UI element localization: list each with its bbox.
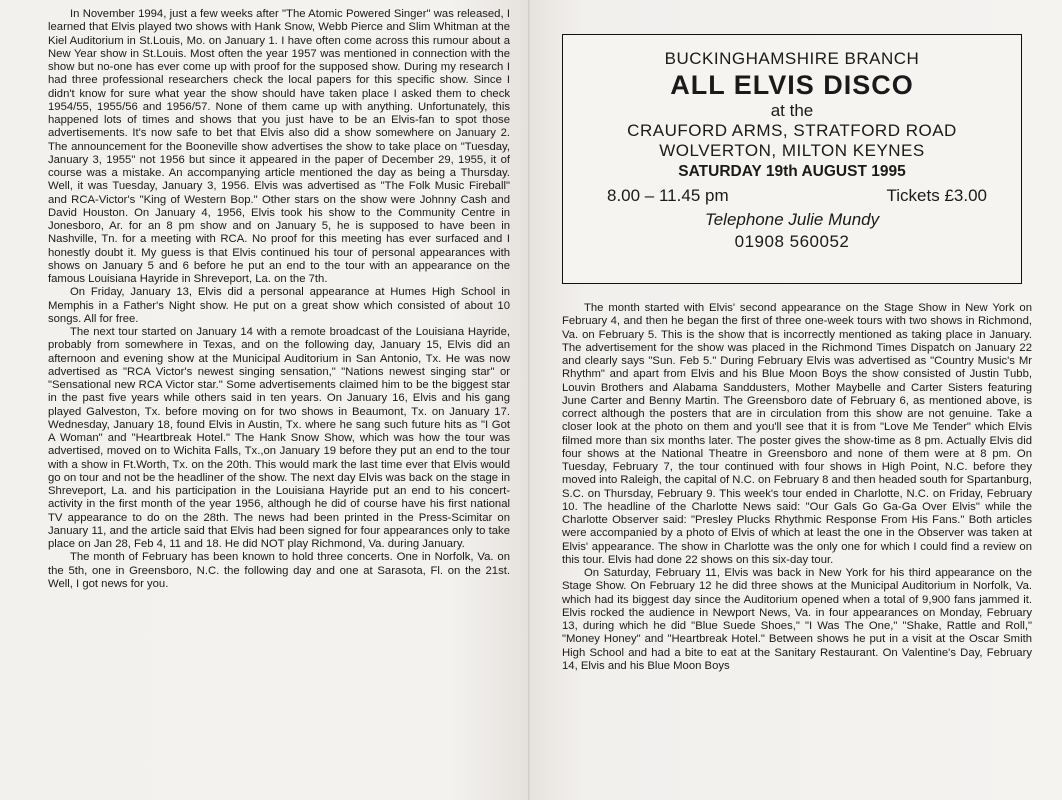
right-paragraph-2: On Saturday, February 11, Elvis was back in New York for his third appearance on the Stage Show. On February 12 he did three shows at the Municipal Auditorium in Norfolk, Va. which had its biggest day since the Auditorium opened when a total of 9,900 fans jammed it. Elvis rocked the audience in Newport News, Va. in four appearances on Monday, February 13, during which he did "Blue Suede Shoes," "I Was The One," "Shake, Rattle and Roll," "Money Honey" and "Heartbreak Hotel." Between shows he put in a visit at the Oscar Smith High School and had a bite to eat at the Sanitary Restaurant. On Valentine's Day, February 14, Elvis and his Blue Moon Boys — [562, 567, 1032, 672]
right-page — [530, 0, 1062, 800]
advert-title: ALL ELVIS DISCO — [670, 70, 914, 100]
advert-date: SATURDAY 19th AUGUST 1995 — [678, 163, 906, 180]
advert-phone-number: 01908 560052 — [734, 232, 850, 251]
advert-time-tickets-row — [607, 185, 987, 207]
advert-tickets: Tickets £3.00 — [886, 186, 987, 205]
advert-at: at the — [770, 101, 814, 120]
right-page-article — [562, 302, 1032, 673]
disco-advert-box — [562, 34, 1022, 284]
advert-branch: BUCKINGHAMSHIRE BRANCH — [664, 49, 920, 68]
advert-venue-line-1: CRAUFORD ARMS, STRATFORD ROAD — [627, 121, 957, 140]
advert-phone-label: Telephone Julie Mundy — [704, 210, 880, 229]
advert-time: 8.00 – 11.45 pm — [607, 186, 729, 205]
left-paragraph-3: The next tour started on January 14 with a remote broadcast of the Louisiana Hayride, probably from somewhere in Texas, and on the following day, January 15, Elvis did an afternoon and evening show at the Municipal Auditorium in San Antonio, Tx. He was now advertised as "RCA Victor's newest singing sensation," "Nations newest singing star" or "Sensational new RCA Victor star." Some advertisements claimed him to be the biggest star in the past five years while others said in ten years. On January 16, Elvis and his gang played Galveston, Tx. before moving on for two shows in Beaumont, Tx. on January 17. Wednesday, January 18, found Elvis in Austin, Tx. where he sang such future hits as "I Got A Woman" and "Heartbreak Hotel." The Hank Snow Show, which was how the tour was advertised, moved on to Wichita Falls, Tx.,on January 19 before they put an end to the tour with a show in Ft.Worth, Tx. on the 20th. This would mark the last time ever that Elvis would go on tour and not be the headliner of the show. The next day Elvis was back on the stage in Shreveport, La. and his participation in the Louisiana Hayride put an end to his concert-activity in the first month of the year 1956, although he did of course have his first national TV appearance to do on the 28th. The news had been printed in the Press-Scimitar on January 11, and the article said that Elvis had been signed for four appearances only to take place on Jan 28, Feb 4, 11 and 18. He did NOT play Richmond, Va. during January. — [48, 326, 511, 550]
left-paragraph-2: On Friday, January 13, Elvis did a personal appearance at Humes High School in Memphis in a Father's Night show. He put on a great show which consisted of about 10 songs. All for free. — [48, 286, 510, 325]
left-page-article — [48, 8, 510, 591]
left-paragraph-1: In November 1994, just a few weeks after "The Atomic Powered Singer" was released, I learned that Elvis played two shows with Hank Snow, Webb Pierce and Slim Whitman at the Kiel Auditorium in St.Louis, Mo. on January 1. I have often come across this rumour about a New Year show in St.Louis. Most often the year 1957 was mentioned in connection with the show but no-one has ever come up with proof for the supposed show. During my research I had three professional researchers check the local papers for this specific show. Since I didn't know for sure what year the show should have taken place I asked them to check 1954/55, 1955/56 and 1956/57. None of them came up with anything. Unfortunately, this happened lots of times and shows that you just have to be an Elvis-fan to spot those advertisements. It's now safe to bet that Elvis also did a show somewhere on January 2. The announcement for the Booneville show advertises the show to take place on "Tuesday, January 3, 1955" not 1956 but since it appeared in the paper of December 29, 1955, it of course was a mistake. An accompanying article mentioned the day as being a Thursday. Well, it was Tuesday, January 3, 1956. Elvis was advertised as "The Folk Music Fireball" and RCA-Victor's "King of Western Bop." Other stars on the show were Johnny Cash and David Houston. On January 4, 1956, Elvis took his show to the Community Centre in Jonesboro, Ar. for an 8 pm show and on January 5, he is supposed to have been in Nashville, Tn. for a meeting with RCA. No proof for this meeting has ever surfaced and I honestly doubt it. My guess is that Elvis continued his tour of personal appearances with shows on January 5 and 6 before he put an end to the tour with an appearance on the famous Louisiana Hayride in Shreveport, La. on the 7th. — [48, 8, 510, 285]
left-paragraph-4: The month of February has been known to hold three concerts. One in Norfolk, Va. on the 5th, one in Greensboro, N.C. the following day and one at Sarasota, Fl. on the 21st. Well, I got news for you. — [48, 551, 510, 590]
right-paragraph-1: The month started with Elvis' second appearance on the Stage Show in New York on February 4, and then he began the first of three one-week tours with two shows in Richmond, Va. on February 5. This is the show that is incorrectly mentioned as taking place in January. The advertisement for the show was placed in the Richmond Times Dispatch on January 22 and clearly says "Sun. Feb 5." During February Elvis was advertised as "Country Music's Mr Rhythm" and apart from Elvis and his Blue Moon Boys the show consisted of Justin Tubb, Louvin Brothers and Alabama Sanddusters, Mother Maybelle and Carter Sisters featuring June Carter and Benny Martin. The Greensboro date of February 6, as mentioned above, is correct although the posters that are in circulation from this show are not genuine. Take a closer look at the photo on them and you'll see that it is from "Love Me Tender" which Elvis filmed more than six months later. The poster gives the show-time as 8 pm. Actually Elvis did four shows at the National Theatre in Greensboro and none of them were at 8 pm. On Tuesday, February 7, the tour continued with four shows in High Point, N.C. before they moved into Raleigh, the capital of N.C. on February 8 and then headed south for Spartanburg, S.C. on Thursday, February 9. This week's tour ended in Charlotte, N.C. on Friday, February 10. The headline of the Charlotte News said: "Our Gals Go Ga-Ga Over Elvis" while the Charlotte Observer said: "Presley Plucks Rhythmic Response From His Fans." Both articles were accompanied by a photo of Elvis of which at least the one in the Observer was taken at Elvis' appearance. The show in Charlotte was the only one for which I could find a review on this tour. Elvis had done 22 shows on this six-day tour. — [562, 302, 1032, 566]
left-page — [0, 0, 530, 800]
advert-venue-line-2: WOLVERTON, MILTON KEYNES — [659, 141, 925, 160]
